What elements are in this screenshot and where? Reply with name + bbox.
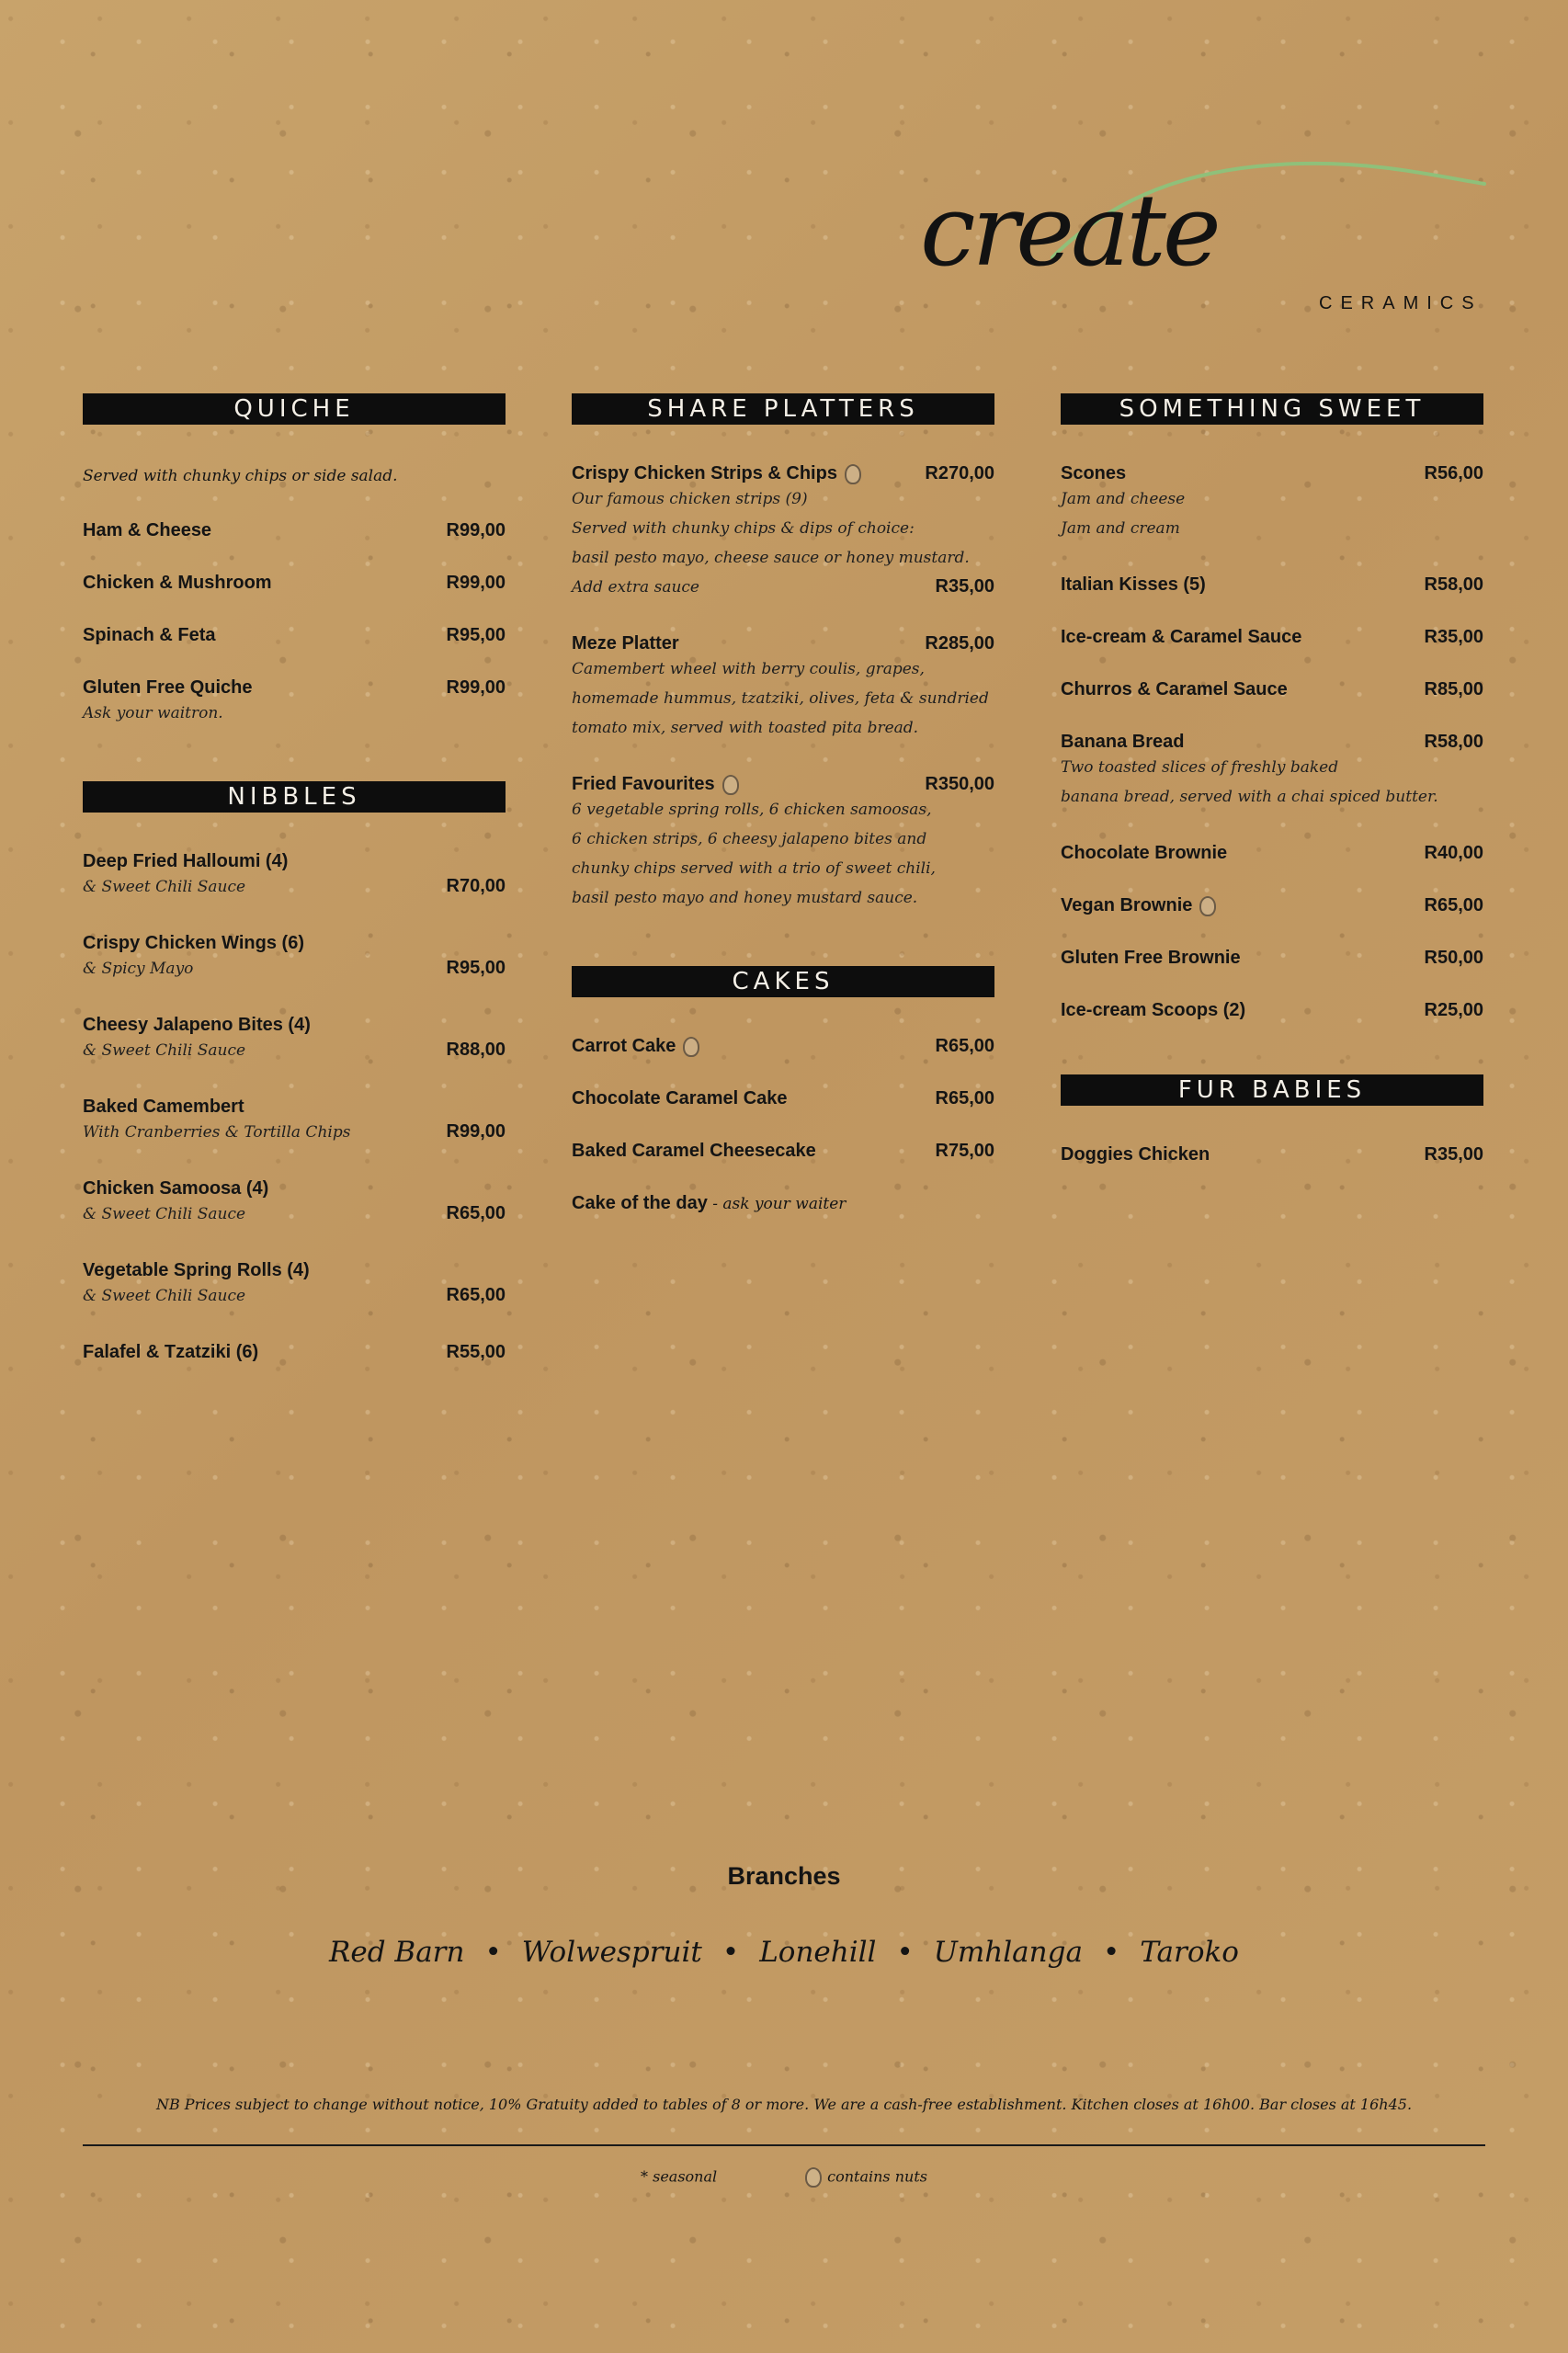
- menu-item: [83, 1260, 506, 1311]
- item-name: Chicken Samoosa (4): [83, 1178, 269, 1199]
- item-price: R35,00: [1424, 1144, 1483, 1165]
- item-desc-line: Camembert wheel with berry coulis, grapes,: [572, 660, 925, 678]
- item-price: R55,00: [446, 1342, 506, 1362]
- column-middle: [572, 393, 994, 1245]
- item-desc-line: Jam and cream: [1061, 519, 1180, 538]
- menu-item: [572, 1141, 994, 1162]
- item-desc: & Sweet Chili Sauce: [83, 878, 246, 896]
- menu-item: [83, 1097, 506, 1147]
- branch-name: Umhlanga: [933, 1936, 1083, 1969]
- logo-ceramics: CERAMICS: [1319, 293, 1483, 313]
- cakes-heading: CAKES: [572, 966, 994, 997]
- branch-name: Red Barn: [329, 1936, 465, 1969]
- separator: •: [484, 1936, 502, 1969]
- item-price: R85,00: [1424, 679, 1483, 699]
- nut-icon: [683, 1037, 699, 1057]
- separator: •: [722, 1936, 740, 1969]
- item-price: R88,00: [446, 1040, 506, 1060]
- item-name: Doggies Chicken: [1061, 1144, 1210, 1165]
- item-name: Cake of the day: [572, 1193, 708, 1213]
- item-name: Italian Kisses (5): [1061, 574, 1206, 595]
- menu-item: [83, 573, 506, 594]
- item-price: R70,00: [446, 876, 506, 896]
- menu-item: [1061, 463, 1483, 543]
- item-name: Carrot Cake: [572, 1036, 676, 1056]
- legend: [0, 2167, 1568, 2188]
- item-price: R65,00: [446, 1285, 506, 1305]
- nut-icon: [805, 2167, 822, 2188]
- item-price: R75,00: [935, 1141, 994, 1161]
- item-desc-line: basil pesto mayo, cheese sauce or honey mustard.: [572, 549, 970, 567]
- item-name: Baked Caramel Cheesecake: [572, 1141, 816, 1161]
- quiche-heading: QUICHE: [83, 393, 506, 425]
- legend-nuts: contains nuts: [827, 2167, 927, 2186]
- item-price: R50,00: [1424, 948, 1483, 968]
- branch-name: Taroko: [1140, 1936, 1239, 1969]
- legend-seasonal: * seasonal: [641, 2167, 718, 2186]
- nut-icon: [845, 464, 861, 484]
- item-price: R95,00: [446, 625, 506, 645]
- logo-wordmark: create: [920, 174, 1218, 289]
- item-name: Baked Camembert: [83, 1097, 244, 1117]
- menu-item: [572, 1036, 994, 1057]
- nibbles-heading: NIBBLES: [83, 781, 506, 813]
- footer-divider: [83, 2144, 1485, 2146]
- column-left: [83, 393, 506, 1394]
- menu-item: [1061, 732, 1483, 812]
- item-desc: With Cranberries & Tortilla Chips: [83, 1123, 351, 1142]
- column-right: [1061, 393, 1483, 1197]
- item-name: Crispy Chicken Strips & Chips: [572, 463, 837, 483]
- item-price: R99,00: [446, 1121, 506, 1142]
- menu-item: [83, 851, 506, 902]
- menu-item: [83, 1178, 506, 1229]
- item-name: Crispy Chicken Wings (6): [83, 933, 304, 953]
- item-price: R40,00: [1424, 843, 1483, 863]
- item-price: R99,00: [446, 520, 506, 540]
- menu-item: [83, 933, 506, 983]
- item-name: Chicken & Mushroom: [83, 573, 272, 593]
- item-name: Ice-cream Scoops (2): [1061, 1000, 1246, 1020]
- item-price: R65,00: [935, 1036, 994, 1056]
- brand-logo: [915, 147, 1503, 322]
- item-name: Ice-cream & Caramel Sauce: [1061, 627, 1302, 647]
- menu-item: [83, 1342, 506, 1363]
- item-name: Meze Platter: [572, 633, 679, 654]
- menu-item: [83, 677, 506, 728]
- item-desc: & Sweet Chili Sauce: [83, 1205, 246, 1223]
- item-desc-line: 6 chicken strips, 6 cheesy jalapeno bites and: [572, 830, 927, 848]
- item-price: R25,00: [1424, 1000, 1483, 1020]
- item-desc-line: 6 vegetable spring rolls, 6 chicken samoosas,: [572, 801, 932, 819]
- menu-item: [83, 520, 506, 541]
- item-price: R56,00: [1424, 463, 1483, 483]
- nut-icon: [1199, 896, 1216, 916]
- menu-item: [572, 1193, 994, 1214]
- extra-sauce-price: R35,00: [935, 576, 994, 597]
- item-price: R99,00: [446, 677, 506, 698]
- menu-item: [572, 633, 994, 743]
- branch-name: Wolwespruit: [521, 1936, 702, 1969]
- item-desc-line: Our famous chicken strips (9): [572, 490, 808, 508]
- item-desc-line: banana bread, served with a chai spiced butter.: [1061, 788, 1438, 806]
- menu-item: [1061, 1000, 1483, 1021]
- branch-name: Lonehill: [759, 1936, 877, 1969]
- item-price: R99,00: [446, 573, 506, 593]
- item-name: Gluten Free Quiche: [83, 677, 253, 698]
- item-desc: Ask your waitron.: [83, 704, 223, 722]
- item-desc-line: Served with chunky chips & dips of choice:: [572, 519, 915, 538]
- item-price: R58,00: [1424, 574, 1483, 595]
- item-desc: & Sweet Chili Sauce: [83, 1287, 246, 1305]
- menu-item: [572, 1088, 994, 1109]
- item-price: R270,00: [925, 463, 994, 483]
- item-name: Gluten Free Brownie: [1061, 948, 1241, 968]
- item-desc-line: homemade hummus, tzatziki, olives, feta & sundried: [572, 689, 989, 708]
- nut-icon: [722, 775, 739, 795]
- item-name: Falafel & Tzatziki (6): [83, 1342, 259, 1362]
- item-price: R65,00: [1424, 895, 1483, 915]
- item-name: Scones: [1061, 463, 1127, 483]
- branches-title: Branches: [727, 1862, 841, 1890]
- item-name: Ham & Cheese: [83, 520, 212, 540]
- item-name: Fried Favourites: [572, 774, 715, 794]
- item-desc-line: basil pesto mayo and honey mustard sauce.: [572, 889, 918, 907]
- item-name: Churros & Caramel Sauce: [1061, 679, 1288, 699]
- item-price: R58,00: [1424, 732, 1483, 752]
- menu-item: [1061, 574, 1483, 596]
- branches-list: [0, 1936, 1568, 1969]
- platters-heading: SHARE PLATTERS: [572, 393, 994, 425]
- menu-item: [1061, 627, 1483, 648]
- menu-item: [1061, 895, 1483, 916]
- item-name: Cheesy Jalapeno Bites (4): [83, 1015, 311, 1035]
- sweet-heading: SOMETHING SWEET: [1061, 393, 1483, 425]
- item-desc: & Spicy Mayo: [83, 960, 194, 978]
- menu-item: [83, 625, 506, 646]
- item-price: R35,00: [1424, 627, 1483, 647]
- item-name: Vegan Brownie: [1061, 895, 1193, 915]
- separator: •: [896, 1936, 914, 1969]
- item-price: R65,00: [446, 1203, 506, 1223]
- item-name: Chocolate Brownie: [1061, 843, 1228, 863]
- menu-item: [1061, 679, 1483, 700]
- item-desc-line: Two toasted slices of freshly baked: [1061, 758, 1339, 777]
- item-price: R350,00: [925, 774, 994, 794]
- item-name: Banana Bread: [1061, 732, 1185, 752]
- item-price: R65,00: [935, 1088, 994, 1108]
- item-desc-line: Jam and cheese: [1061, 490, 1186, 508]
- item-desc-line: tomato mix, served with toasted pita bread.: [572, 719, 919, 737]
- disclaimer: NB Prices subject to change without notice, 10% Gratuity added to tables of 8 or more. We are a cash-free establishment. Kitchen closes at 16h00. Bar closes at 16h45.: [155, 2096, 1413, 2113]
- menu-item: [1061, 948, 1483, 969]
- item-name: Spinach & Feta: [83, 625, 216, 645]
- menu-item: [83, 1015, 506, 1065]
- menu-item: [572, 463, 994, 602]
- item-desc-line: chunky chips served with a trio of sweet chili,: [572, 859, 936, 878]
- item-name: Deep Fried Halloumi (4): [83, 851, 289, 871]
- quiche-intro: Served with chunky chips or side salad.: [83, 467, 398, 485]
- item-price: R95,00: [446, 958, 506, 978]
- menu-item: [1061, 843, 1483, 864]
- item-name: Vegetable Spring Rolls (4): [83, 1260, 310, 1280]
- menu-item: [1061, 1144, 1483, 1165]
- item-price: R285,00: [925, 633, 994, 654]
- separator: •: [1102, 1936, 1120, 1969]
- item-name: Chocolate Caramel Cake: [572, 1088, 788, 1108]
- extra-sauce-label: Add extra sauce: [572, 578, 699, 597]
- fur-babies-heading: FUR BABIES: [1061, 1074, 1483, 1106]
- item-note: - ask your waiter: [707, 1195, 846, 1213]
- menu-item: [572, 774, 994, 913]
- item-desc: & Sweet Chili Sauce: [83, 1041, 246, 1060]
